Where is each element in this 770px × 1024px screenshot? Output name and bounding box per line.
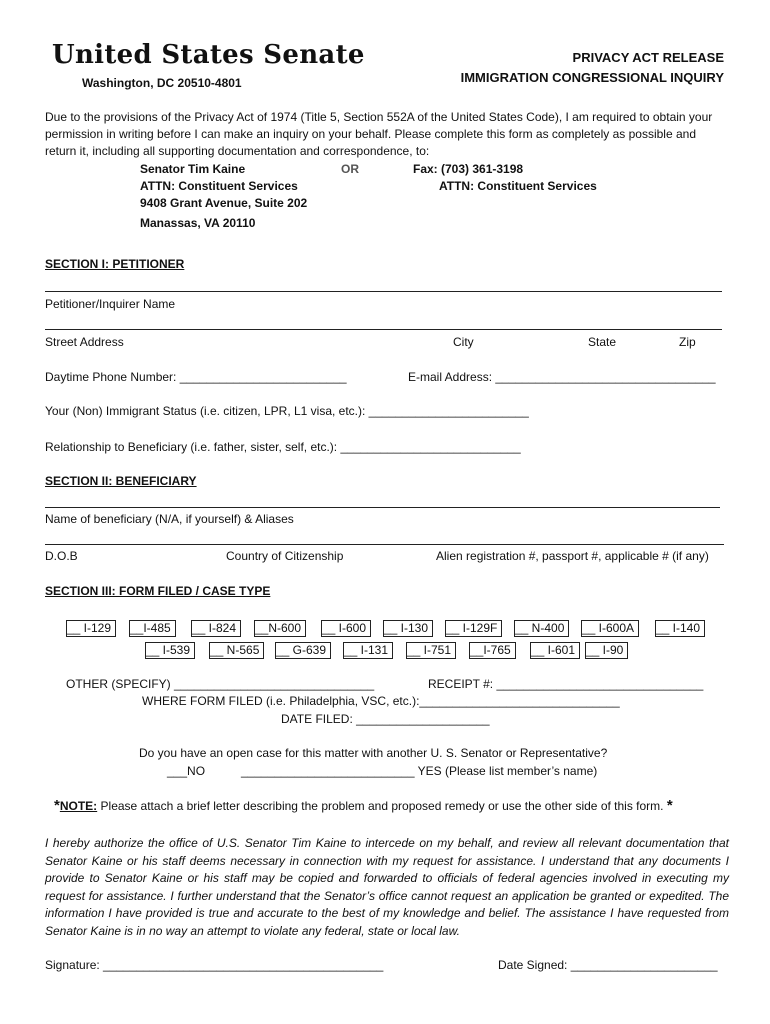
state-label: State [588, 335, 617, 349]
attn-line: ATTN: Constituent Services [140, 179, 298, 193]
open-case-yes[interactable]: __________________________ YES (Please list member’s name) [241, 764, 598, 778]
beneficiary-details-line[interactable] [45, 544, 724, 545]
city-label: City [453, 335, 474, 349]
senate-logo: United States Senate [52, 40, 365, 70]
note-star: * [54, 797, 60, 814]
form-title: PRIVACY ACT RELEASE [572, 50, 724, 65]
fax-number: Fax: (703) 361-3198 [413, 162, 524, 176]
dob-label: D.O.B [45, 549, 78, 563]
date-signed-field[interactable]: Date Signed: ______________________ [498, 958, 718, 972]
attn-line-fax: ATTN: Constituent Services [439, 179, 597, 193]
date-filed-field[interactable]: DATE FILED: ____________________ [281, 712, 490, 726]
open-case-question: Do you have an open case for this matter with another U. S. Senator or Representative? [139, 746, 608, 760]
checkbox-i129f[interactable]: __ I-129F [445, 620, 502, 637]
signature-field[interactable]: Signature: __________________________________________ [45, 958, 384, 972]
street-address-line[interactable] [45, 329, 722, 330]
checkbox-i601[interactable]: __ I-601 [530, 642, 580, 659]
note-text: Please attach a brief letter describing the problem and proposed remedy or use the other side of this form. [97, 799, 664, 813]
checkbox-i485[interactable]: __I-485 [129, 620, 176, 637]
authorization-paragraph: I hereby authorize the office of U.S. Senator Tim Kaine to intercede on my behalf, and review all relevant documentation that Senator Kaine or his staff deems necessary in connection with my request for assistance. I understand that any documents I provide to Senator Kaine or his staff may be copied and forwarded to officials of federal agencies involved in executing my request for assistance. I further understand that the Senator’s office cannot request an application be granted or expedited. The information I have provided is true and accurate to the best of my knowledge and belief. The assistance I have requested from Senator Kaine is in no way an attempt to violate any federal, state or local law. [45, 836, 729, 938]
section2-title: SECTION II: BENEFICIARY [45, 474, 197, 488]
city-line: Manassas, VA 20110 [140, 216, 256, 230]
form-subtitle: IMMIGRATION CONGRESSIONAL INQUIRY [460, 70, 724, 85]
petitioner-name-label: Petitioner/Inquirer Name [45, 297, 176, 311]
note-label: NOTE: [59, 799, 98, 813]
note-star-end: * [666, 797, 673, 814]
section1-title: SECTION I: PETITIONER [45, 257, 185, 271]
where-filed-field[interactable]: WHERE FORM FILED (i.e. Philadelphia, VSC, etc.):______________________________ [142, 694, 620, 708]
checkbox-i129[interactable]: __ I-129 [66, 620, 116, 637]
checkbox-g639[interactable]: __ G-639 [275, 642, 331, 659]
checkbox-i131[interactable]: __ I-131 [343, 642, 393, 659]
phone-field[interactable]: Daytime Phone Number: _________________________ [45, 370, 347, 384]
open-case-no[interactable]: ___NO [167, 764, 206, 778]
senator-name: Senator Tim Kaine [140, 162, 246, 176]
other-specify-field[interactable]: OTHER (SPECIFY) ______________________________ [66, 677, 375, 691]
relationship-field[interactable]: Relationship to Beneficiary (i.e. father, sister, self, etc.): ___________________________ [45, 440, 521, 454]
alien-registration-label: Alien registration #, passport #, applicable # (if any) [436, 549, 709, 563]
street-address-label: Street Address [45, 335, 124, 349]
checkbox-n600[interactable]: __N-600 [254, 620, 306, 637]
checkbox-i130[interactable]: __ I-130 [383, 620, 433, 637]
checkbox-i539[interactable]: __ I-539 [145, 642, 195, 659]
checkbox-i600[interactable]: __ I-600 [321, 620, 371, 637]
street-line: 9408 Grant Avenue, Suite 202 [140, 196, 308, 210]
note-line [54, 797, 673, 814]
beneficiary-name-line[interactable] [45, 507, 720, 508]
beneficiary-name-label: Name of beneficiary (N/A, if yourself) & Aliases [45, 512, 294, 526]
checkbox-i824[interactable]: __ I-824 [191, 620, 241, 637]
checkbox-i751[interactable]: __ I-751 [406, 642, 456, 659]
checkbox-n400[interactable]: __ N-400 [514, 620, 569, 637]
immigrant-status-field[interactable]: Your (Non) Immigrant Status (i.e. citizen, LPR, L1 visa, etc.): ________________________ [45, 404, 529, 418]
or-label: OR [341, 162, 359, 176]
checkbox-i765[interactable]: __I-765 [469, 642, 516, 659]
country-label: Country of Citizenship [226, 549, 344, 563]
receipt-number-field[interactable]: RECEIPT #: _______________________________ [428, 677, 704, 691]
senate-location: Washington, DC 20510-4801 [82, 76, 242, 90]
checkbox-i90[interactable]: __ I-90 [585, 642, 628, 659]
section3-title: SECTION III: FORM FILED / CASE TYPE [45, 584, 271, 598]
checkbox-n565[interactable]: __ N-565 [209, 642, 264, 659]
email-field[interactable]: E-mail Address: _________________________________ [408, 370, 716, 384]
checkbox-i600a[interactable]: __ I-600A [581, 620, 639, 637]
zip-label: Zip [679, 335, 696, 349]
intro-paragraph: Due to the provisions of the Privacy Act of 1974 (Title 5, Section 552A of the United States Code), I am required to obtain your permission in writing before I can make an inquiry on your behalf. Please complete this form as completely as possible and return it, including all supporting documentation and correspondence, to: [45, 110, 713, 158]
petitioner-name-line[interactable] [45, 291, 722, 292]
checkbox-i140[interactable]: __ I-140 [655, 620, 705, 637]
